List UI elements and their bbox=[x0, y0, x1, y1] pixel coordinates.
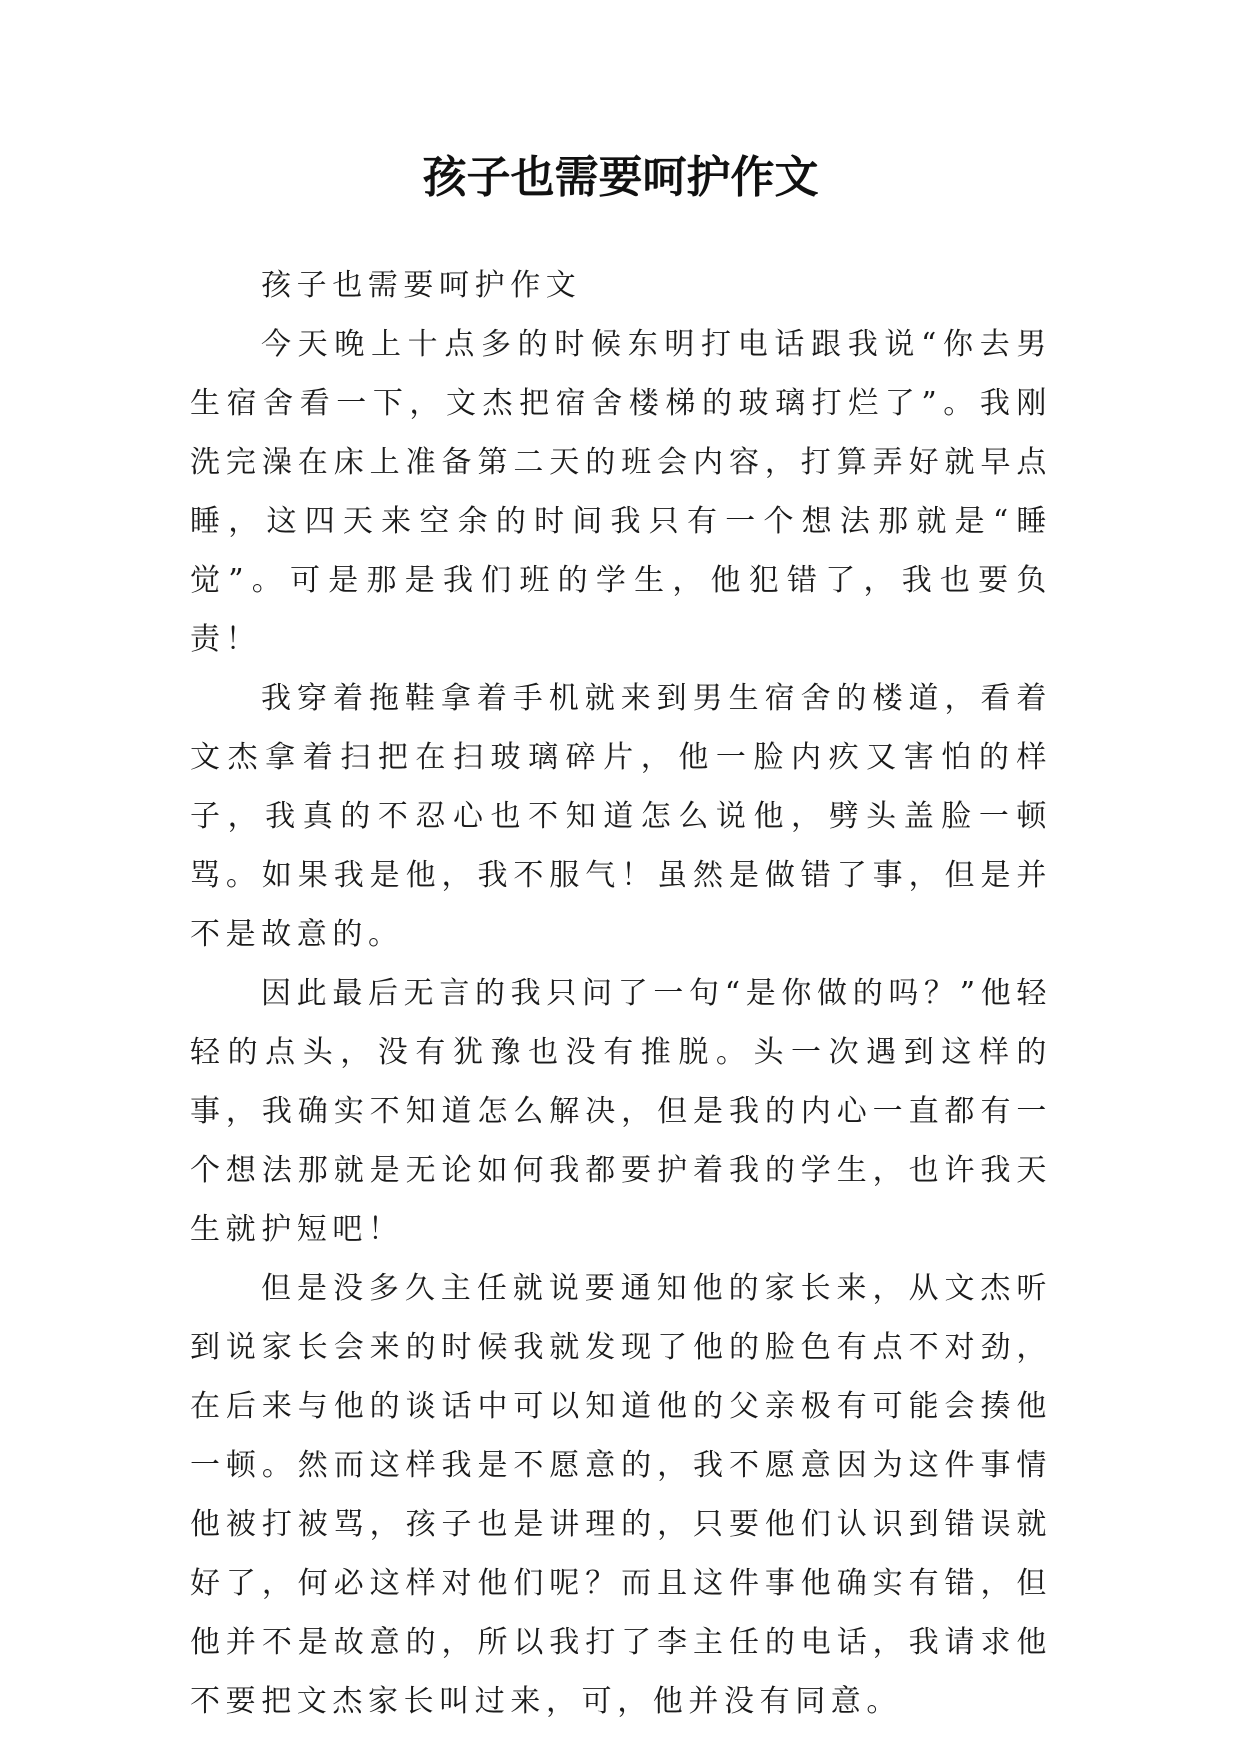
paragraph: 我穿着拖鞋拿着手机就来到男生宿舍的楼道，看着文杰拿着扫把在扫玻璃碎片，他一脸内疚又害怕的样子，我真的不忍心也不知道怎么说他，劈头盖脸一顿骂。如果我是他，我不服气！虽然是做错了事，但是并不是故意的。 bbox=[190, 681, 1052, 952]
paragraph: 因此最后无言的我只问了一句“是你做的吗？”他轻轻的点头，没有犹豫也没有推脱。头一次遇到这样的事，我确实不知道怎么解决，但是我的内心一直都有一个想法那就是无论如何我都要护着我的学生，也许我天生就护短吧！ bbox=[190, 976, 1052, 1247]
paragraph: 但是没多久主任就说要通知他的家长来，从文杰听到说家长会来的时候我就发现了他的脸色有点不对劲，在后来与他的谈话中可以知道他的父亲极有可能会揍他一顿。然而这样我是不愿意的，我不愿意因为这件事情他被打被骂，孩子也是讲理的，只要他们认识到错误就好了，何必这样对他们呢？而且这件事他确实有错，但他并不是故意的，所以我打了李主任的电话，我请求他不要把文杰家长叫过来，可，他并没有同意。 bbox=[190, 1271, 1052, 1719]
paragraph-heading: 孩子也需要呵护作文 bbox=[261, 268, 582, 303]
document-title: 孩子也需要呵护作文 bbox=[422, 152, 819, 203]
paragraph: 今天晚上十点多的时候东明打电话跟我说“你去男生宿舍看一下，文杰把宿舍楼梯的玻璃打烂了”。我刚洗完澡在床上准备第二天的班会内容，打算弄好就早点睡，这四天来空余的时间我只有一个想法那就是“睡觉”。可是那是我们班的学生，他犯错了，我也要负责！ bbox=[190, 327, 1052, 657]
document-body bbox=[190, 256, 1052, 1731]
